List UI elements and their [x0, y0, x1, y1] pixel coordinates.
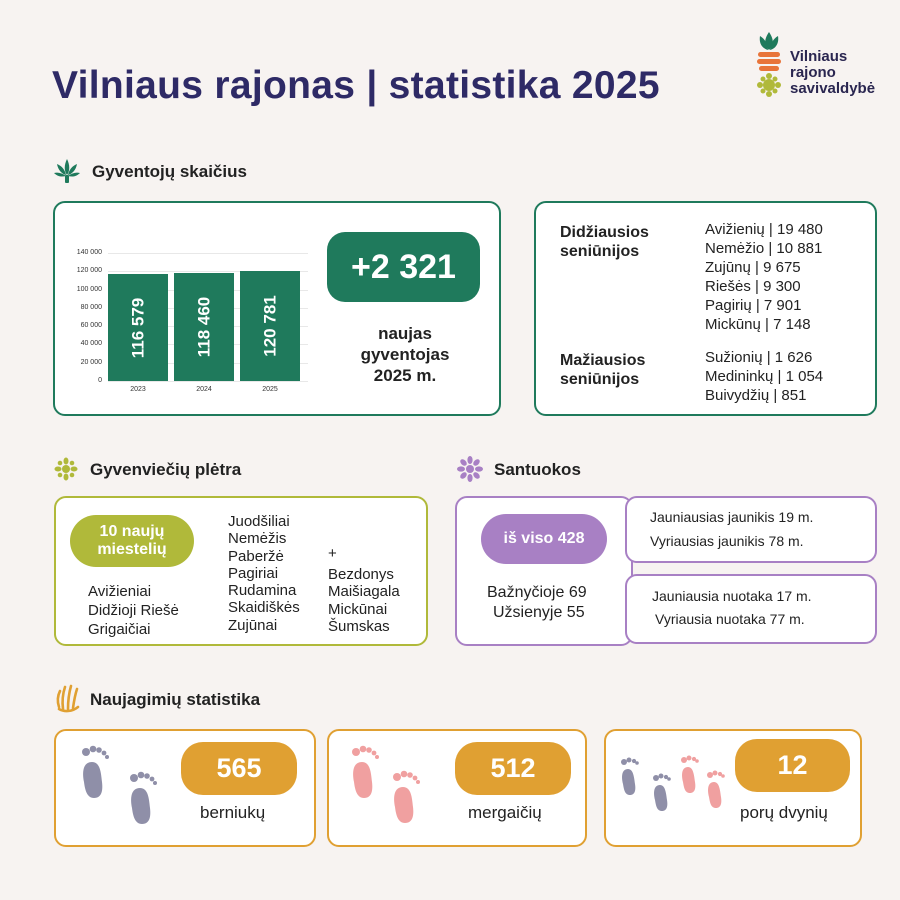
list-item: Nemėžio | 10 881: [705, 240, 823, 257]
settlements-list-c: [328, 566, 400, 635]
y-tick-label: 60 000: [80, 322, 102, 330]
population-bar-chart: [70, 245, 310, 400]
list-item: Avižienių | 19 480: [705, 221, 823, 238]
twins-label: porų dvynių: [740, 803, 828, 822]
list-item: Pagiriai: [228, 564, 279, 582]
caption-line-3: 2025 m.: [373, 366, 437, 385]
smallest-label-line-2: seniūnijos: [560, 371, 640, 388]
largest-elderships-list: [705, 220, 823, 334]
grooms-card: [625, 496, 877, 563]
youngest-bride: Jauniausia nuotaka 17 m.: [652, 588, 812, 604]
y-tick-label: 80 000: [80, 303, 102, 311]
list-item: Bezdonys: [328, 566, 394, 583]
x-tick-label: 2023: [130, 386, 146, 393]
list-item: Sužionių | 1 626: [705, 349, 813, 366]
girls-footprints-icon: [348, 742, 428, 832]
y-tick-label: 100 000: [76, 285, 102, 293]
x-tick-label: 2024: [196, 386, 212, 393]
bar-value-label: 116 579: [127, 297, 147, 358]
settlements-flower-icon: [54, 457, 78, 481]
marriages-flower-icon: [456, 455, 484, 483]
settlements-list-a: [88, 582, 179, 639]
logo-line-1: Vilniaus: [790, 48, 848, 65]
boys-label: berniukų: [200, 803, 266, 822]
girls-label: mergaičių: [468, 803, 542, 822]
badge-line-2: miestelių: [97, 541, 167, 558]
list-item: Rudamina: [228, 582, 297, 600]
list-item: Avižieniai: [88, 583, 152, 600]
newborns-hand-icon: [54, 683, 82, 713]
bar-value-label: 120 781: [260, 295, 280, 357]
marriages-heading: Santuokos: [494, 460, 581, 479]
bar-value-label: 118 460: [193, 296, 213, 358]
badge-line-1: 10 naujų: [99, 523, 165, 540]
youngest-groom: Jauniausias jaunikis 19 m.: [650, 509, 814, 525]
oldest-groom: Vyriausias jaunikis 78 m.: [650, 533, 804, 549]
logo-text: [790, 49, 875, 97]
twins-footprints-icon: [618, 754, 733, 819]
caption-line-1: naujas: [378, 324, 432, 343]
largest-label-line-1: Didžiausios: [560, 224, 649, 241]
gridline: [108, 381, 308, 382]
new-towns-badge: [70, 515, 194, 567]
logo-line-2: rajono: [790, 64, 836, 81]
oldest-bride: Vyriausia nuotaka 77 m.: [655, 611, 805, 627]
municipality-logo-icon: [752, 30, 786, 102]
smallest-elderships-list: [705, 348, 823, 405]
list-item: Medininkų | 1 054: [705, 368, 824, 385]
list-item: Buivydžių | 851: [705, 387, 807, 404]
list-item: Nemėžis: [228, 530, 287, 548]
largest-elderships-label: [560, 223, 649, 261]
gridline: [108, 253, 308, 254]
boys-footprints-icon: [78, 740, 168, 835]
y-tick-label: 0: [98, 377, 102, 384]
list-item: Pagirių | 7 901: [705, 297, 802, 314]
smallest-label-line-1: Mažiausios: [560, 352, 646, 369]
list-item: Riešės | 9 300: [705, 278, 801, 295]
logo-line-3: savivaldybė: [790, 80, 876, 97]
list-item: Zujūnai: [228, 616, 278, 634]
smallest-elderships-label: [560, 351, 645, 389]
marriages-abroad: Užsienyje 55: [493, 604, 585, 621]
population-growth-caption: [335, 323, 475, 386]
y-tick-label: 120 000: [76, 267, 102, 275]
y-tick-label: 140 000: [76, 249, 102, 256]
x-tick-label: 2025: [262, 386, 278, 393]
list-item: Grigaičiai: [88, 621, 151, 638]
list-item: Mickūnų | 7 148: [705, 316, 811, 333]
population-growth-badge: +2 321: [327, 232, 480, 302]
newborns-heading: Naujagimių statistika: [90, 690, 261, 709]
population-heading: Gyventojų skaičius: [92, 162, 247, 181]
girls-count-badge: 512: [455, 742, 571, 795]
marriages-total-badge: iš viso 428: [481, 514, 607, 564]
settlements-heading: Gyvenviečių plėtra: [90, 460, 242, 479]
list-item: Juodšiliai: [228, 513, 290, 530]
settlements-plus: +: [328, 545, 337, 562]
page-title: Vilniaus rajonas | statistika 2025: [52, 64, 660, 107]
boys-count-badge: 565: [181, 742, 297, 795]
caption-line-2: gyventojas: [360, 345, 450, 364]
population-leaf-icon: [52, 156, 82, 186]
marriages-church: Bažnyčioje 69: [487, 584, 587, 601]
y-tick-label: 20 000: [80, 358, 102, 366]
largest-label-line-2: seniūnijos: [560, 243, 640, 260]
list-item: Didžioji Riešė: [88, 602, 179, 619]
y-tick-label: 40 000: [80, 340, 102, 348]
brides-card: [625, 574, 877, 644]
list-item: Maišiagala: [328, 583, 400, 601]
list-item: Zujūnų | 9 675: [705, 259, 801, 276]
twins-count-badge: 12: [735, 739, 850, 792]
list-item: Paberžė: [228, 547, 284, 565]
list-item: Mickūnai: [328, 600, 388, 618]
list-item: Šumskas: [328, 617, 390, 635]
list-item: Skaidiškės: [228, 599, 300, 617]
settlements-list-b: [228, 513, 300, 634]
